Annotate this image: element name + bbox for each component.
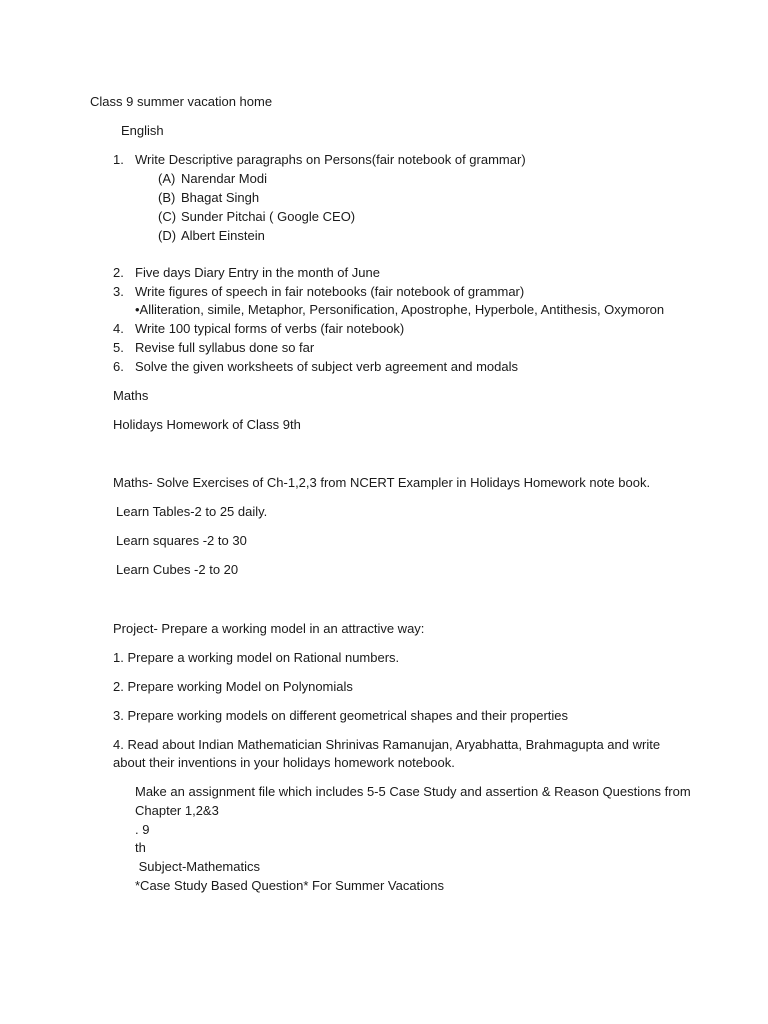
sublist-item-label: (B) [158,190,176,205]
list-item-number: 6. [113,359,124,374]
list-item-text: Five days Diary Entry in the month of June [135,265,380,280]
project-intro: Project- Prepare a working model in an attractive way: [113,621,425,636]
list-item-text: Write figures of speech in fair notebooks (fair notebook of grammar) [135,284,525,299]
maths-heading: Maths [113,388,149,403]
subject-label: Subject-Mathematics [135,859,260,874]
list-item-text: Revise full syllabus done so far [135,340,315,355]
fragment-text: . 9 [135,822,150,837]
list-item-number: 5. [113,340,124,355]
sublist-item-label: (C) [158,209,177,224]
list-item-text: Solve the given worksheets of subject verb agreement and modals [135,359,518,374]
figures-of-speech-list: •Alliteration, simile, Metaphor, Personification, Apostrophe, Hyperbole, Antithesis, Oxymoron [135,302,665,317]
list-item-number: 2. [113,265,124,280]
project-item: 4. Read about Indian Mathematician Shrinivas Ramanujan, Aryabhatta, Brahmagupta and write [113,737,661,752]
learn-tables: Learn Tables-2 to 25 daily. [116,504,268,519]
learn-squares: Learn squares -2 to 30 [116,533,247,548]
english-heading: English [121,123,164,138]
maths-exercise-paragraph: Maths- Solve Exercises of Ch-1,2,3 from NCERT Exampler in Holidays Homework note book. [113,475,651,490]
holidays-homework-title: Holidays Homework of Class 9th [113,417,301,432]
project-item: 2. Prepare working Model on Polynomials [113,679,353,694]
sublist-item-text: Albert Einstein [181,228,265,243]
project-item-continuation: about their inventions in your holidays homework notebook. [113,755,455,770]
list-item-number: 4. [113,321,124,336]
sublist-item-label: (A) [158,171,176,186]
sublist-item-text: Sunder Pitchai ( Google CEO) [181,209,356,224]
sublist-item-text: Bhagat Singh [181,190,260,205]
case-study-heading: *Case Study Based Question* For Summer Vacations [135,878,445,893]
list-item-text: Write Descriptive paragraphs on Persons(fair notebook of grammar) [135,152,526,167]
project-item: 1. Prepare a working model on Rational numbers. [113,650,400,665]
sublist-item-label: (D) [158,228,177,243]
assignment-paragraph: Make an assignment file which includes 5-5 Case Study and assertion & Reason Questions from [135,784,691,799]
sublist-item-text: Narendar Modi [181,171,267,186]
assignment-paragraph-continuation: Chapter 1,2&3 [135,803,219,818]
project-item: 3. Prepare working models on different geometrical shapes and their properties [113,708,569,723]
fragment-text: th [135,840,146,855]
document-title: Class 9 summer vacation home [90,94,273,109]
list-item-text: Write 100 typical forms of verbs (fair notebook) [135,321,405,336]
learn-cubes: Learn Cubes -2 to 20 [116,562,239,577]
list-item-number: 3. [113,284,124,299]
list-item-number: 1. [113,152,124,167]
